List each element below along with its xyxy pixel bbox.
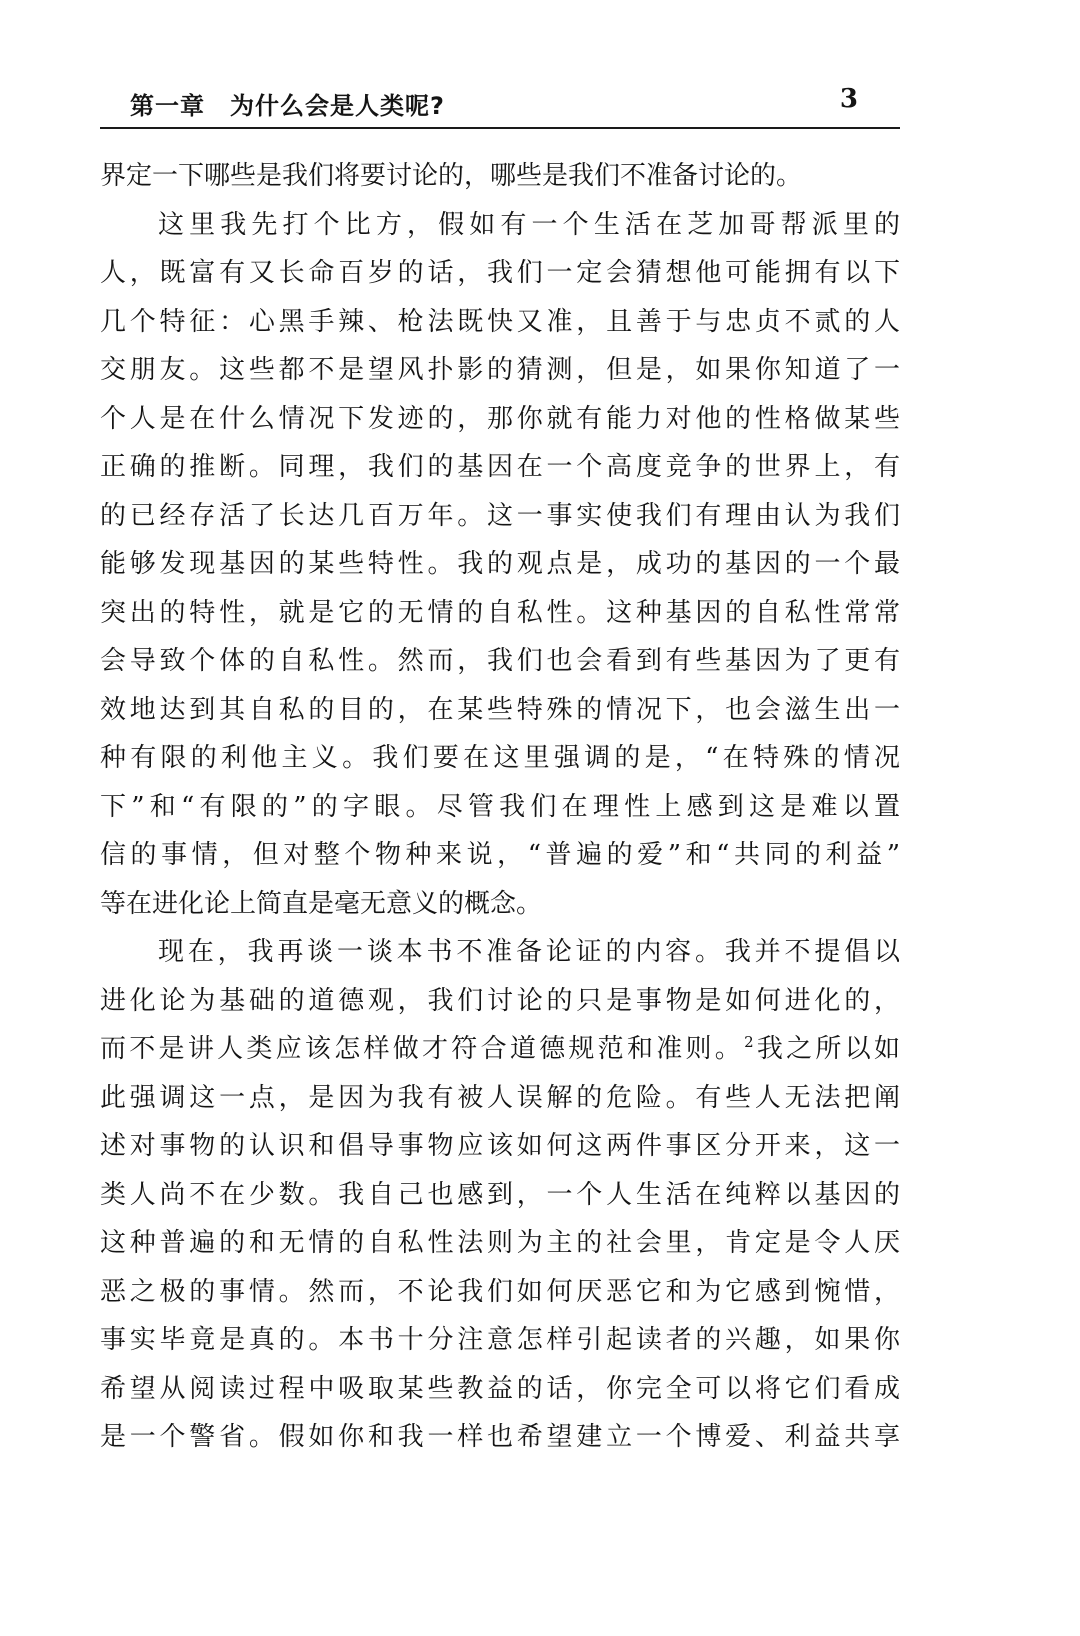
body-text <box>100 152 900 1462</box>
footnote-line-after: 我之所以如 <box>753 1034 900 1064</box>
text-line: 几个特征：心黑手辣、枪法既快又准，且善于与忠贞不贰的人 <box>100 306 900 337</box>
text-line: 是一个警省。假如你和我一样也希望建立一个博爱、利益共享 <box>100 1422 900 1452</box>
page-number: 3 <box>839 84 858 114</box>
text-line: 述对事物的认识和倡导事物应该如何这两件事区分开来，这一 <box>100 1131 900 1161</box>
text-line: 希望从阅读过程中吸取某些教益的话，你完全可以将它们看成 <box>100 1373 900 1404</box>
text-line: 突出的特性，就是它的无情的自私性。这种基因的自私性常常 <box>100 597 900 628</box>
footnote-text-line <box>100 1025 900 1074</box>
text-line: 交朋友。这些都不是望风扑影的猜测，但是，如果你知道了一 <box>100 355 900 385</box>
text-line: 种有限的利他主义。我们要在这里强调的是，“在特殊的情况 <box>100 743 900 773</box>
text-line: 会导致个体的自私性。然而，我们也会看到有些基因为了更有 <box>100 646 900 676</box>
text-line: 类人尚不在少数。我自己也感到，一个人生活在纯粹以基因的 <box>100 1179 900 1210</box>
text-line: 效地达到其自私的目的，在某些特殊的情况下，也会滋生出一 <box>100 694 900 725</box>
text-line: 进化论为基础的道德观，我们讨论的只是事物是如何进化的， <box>100 985 900 1016</box>
text-line: 界定一下哪些是我们将要讨论的，哪些是我们不准备讨论的。 <box>100 161 803 191</box>
text-line: 此强调这一点，是因为我有被人误解的危险。有些人无法把阐 <box>100 1082 900 1113</box>
text-line: 人，既富有又长命百岁的话，我们一定会猜想他可能拥有以下 <box>100 258 900 288</box>
text-line: 下”和“有限的”的字眼。尽管我们在理性上感到这是难以置 <box>100 791 900 822</box>
text-line: 的已经存活了长达几百万年。这一事实使我们有理由认为我们 <box>100 500 900 531</box>
text-line: 现在，我再谈一谈本书不准备论证的内容。我并不提倡以 <box>158 937 900 967</box>
running-head <box>100 82 900 122</box>
text-line: 正确的推断。同理，我们的基因在一个高度竞争的世界上，有 <box>100 452 900 482</box>
footnote-line-before: 而不是讲人类应该怎样做才符合道德规范和准则。 <box>100 1034 745 1064</box>
text-line: 能够发现基因的某些特性。我的观点是，成功的基因的一个最 <box>100 549 900 579</box>
text-line: 这里我先打个比方，假如有一个生活在芝加哥帮派里的 <box>158 209 900 240</box>
text-line: 事实毕竟是真的。本书十分注意怎样引起读者的兴趣，如果你 <box>100 1325 900 1355</box>
header-rule <box>100 127 900 129</box>
text-line: 恶之极的事情。然而，不论我们如何厌恶它和为它感到惋惜， <box>100 1276 900 1307</box>
chapter-title: 第一章 为什么会是人类呢? <box>130 92 445 120</box>
text-line: 个人是在什么情况下发迹的，那你就有能力对他的性格做某些 <box>100 403 900 434</box>
footnote-marker: 2 <box>744 1033 754 1051</box>
text-line: 这种普遍的和无情的自私性法则为主的社会里，肯定是令人厌 <box>100 1228 900 1258</box>
text-line: 等在进化论上简直是毫无意义的概念。 <box>100 888 543 919</box>
text-line: 信的事情，但对整个物种来说，“普遍的爱”和“共同的利益” <box>100 840 900 870</box>
